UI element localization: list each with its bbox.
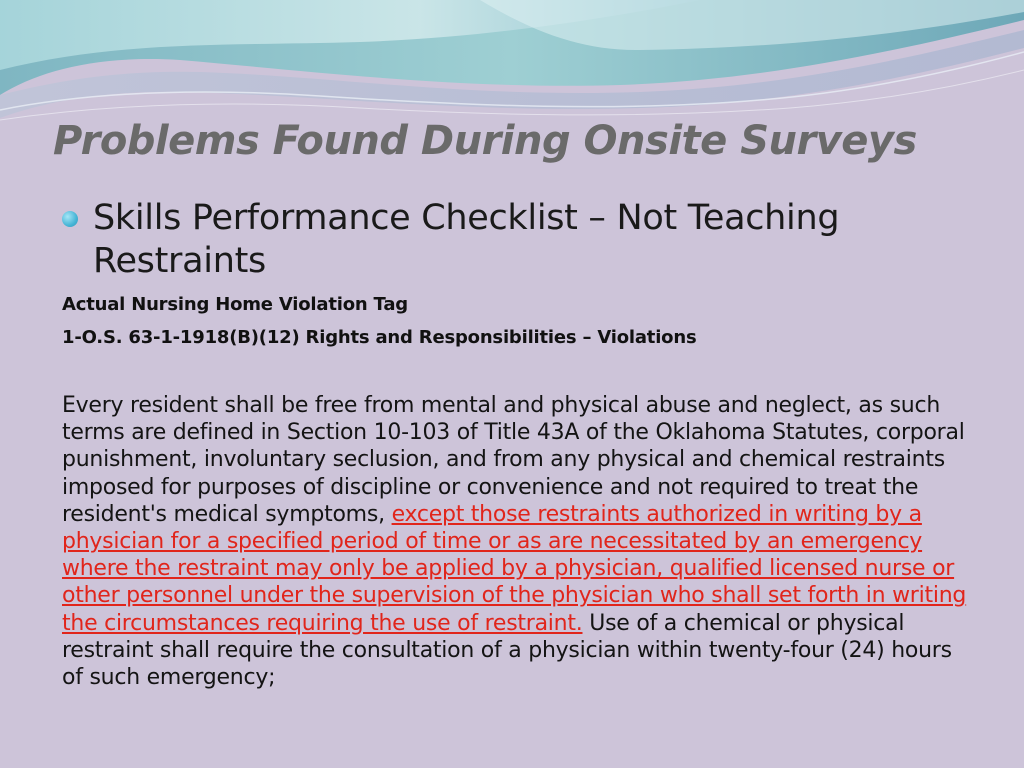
body-text-part-2: Use of a chemical or physical restraint shall require the consultation of a physician within twenty-four (24) hours of such emergency; bbox=[62, 610, 952, 691]
slide-title: Problems Found During Onsite Surveys bbox=[53, 118, 917, 164]
statute-body-paragraph bbox=[62, 392, 967, 691]
body-text-part-1: Every resident shall be free from mental and physical abuse and neglect, as such terms are defined in Section 10-103 of Title 43A of the Oklahoma Statutes, corporal punishment, involuntary seclusion, and from any physical and chemical restraints imposed for purposes of discipline or convenience and not required to treat the resident's medical symptoms, bbox=[62, 393, 965, 527]
bullet-dot-icon bbox=[62, 211, 78, 227]
highlighted-exception-text: except those restraints authorized in writing by a physician for a specified period of time or as are necessitated by an emergency where the restraint may only be applied by a physician, qualified licensed nurse or other personnel under the supervision of the physician who shall set forth in writing the circumstances requiring the use of restraint. bbox=[62, 501, 967, 636]
header-wave-decoration bbox=[0, 0, 1024, 130]
bullet-text: Skills Performance Checklist – Not Teaching Restraints bbox=[93, 198, 840, 281]
violation-tag-heading: Actual Nursing Home Violation Tag bbox=[62, 294, 408, 315]
statute-reference: 1-O.S. 63-1-1918(B)(12) Rights and Responsibilities – Violations bbox=[62, 327, 697, 348]
